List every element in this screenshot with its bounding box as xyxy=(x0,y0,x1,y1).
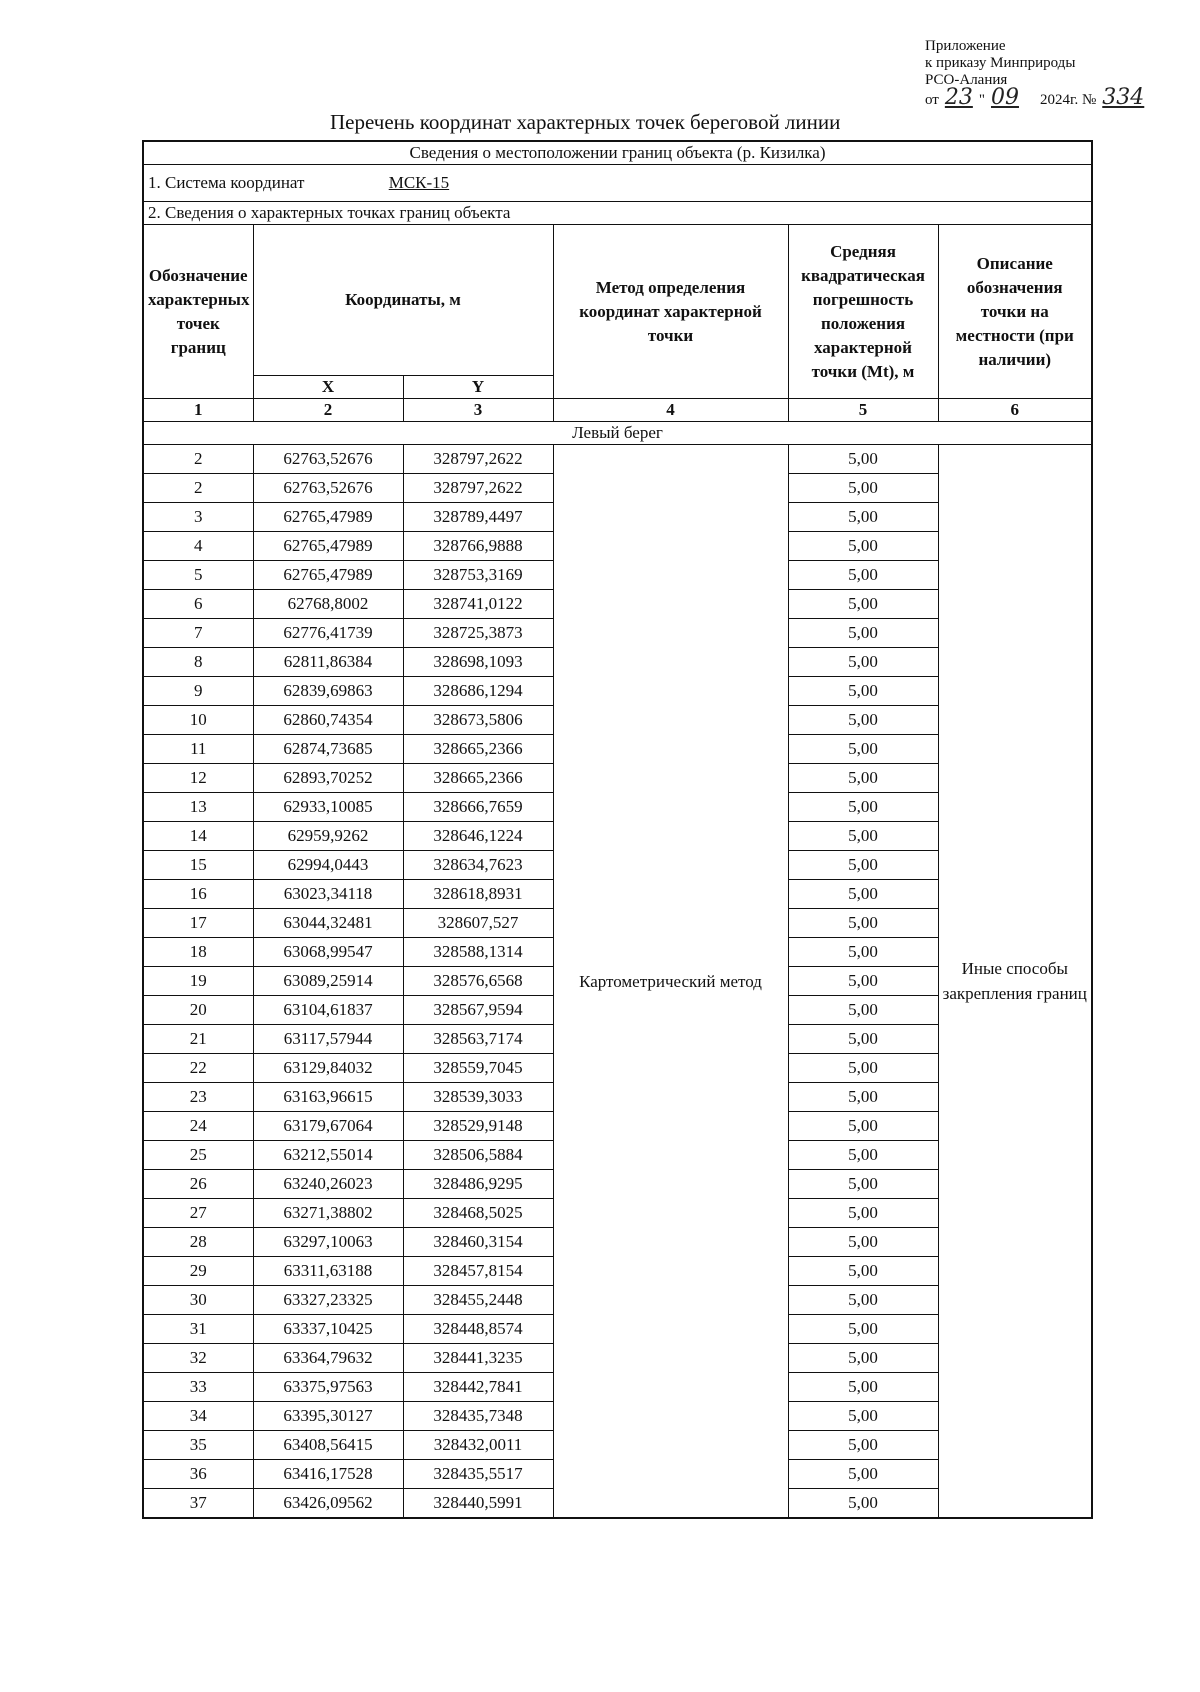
coord-x: 63416,17528 xyxy=(253,1460,403,1489)
coord-y: 328725,3873 xyxy=(403,619,553,648)
error-mt: 5,00 xyxy=(788,1402,938,1431)
point-number: 9 xyxy=(143,677,253,706)
approval-line-1: Приложение xyxy=(925,38,1006,54)
point-number: 2 xyxy=(143,474,253,503)
coord-x: 63311,63188 xyxy=(253,1257,403,1286)
coord-y: 328529,9148 xyxy=(403,1112,553,1141)
document-title: Перечень координат характерных точек береговой линии xyxy=(330,110,841,134)
section2-label: 2. Сведения о характерных точках границ объекта xyxy=(143,202,1092,225)
point-number: 7 xyxy=(143,619,253,648)
coord-x: 63117,57944 xyxy=(253,1025,403,1054)
error-mt: 5,00 xyxy=(788,648,938,677)
error-mt: 5,00 xyxy=(788,445,938,474)
handwritten-month: 09 xyxy=(990,85,1019,110)
coord-y: 328448,8574 xyxy=(403,1315,553,1344)
coord-x: 63297,10063 xyxy=(253,1228,403,1257)
date-prefix: от xyxy=(925,92,939,108)
point-number: 4 xyxy=(143,532,253,561)
object-info: Сведения о местоположении границ объекта (р. Кизилка) xyxy=(143,141,1092,165)
coordinate-system-label: 1. Система координат xyxy=(148,173,305,192)
coord-y: 328435,5517 xyxy=(403,1460,553,1489)
coord-x: 62893,70252 xyxy=(253,764,403,793)
column-number: 2 xyxy=(253,399,403,422)
header-coords: Координаты, м xyxy=(253,225,553,376)
error-mt: 5,00 xyxy=(788,1344,938,1373)
coord-x: 63212,55014 xyxy=(253,1141,403,1170)
coord-y: 328646,1224 xyxy=(403,822,553,851)
error-mt: 5,00 xyxy=(788,1199,938,1228)
table-row xyxy=(143,445,1092,474)
coord-x: 63023,34118 xyxy=(253,880,403,909)
point-number: 11 xyxy=(143,735,253,764)
error-mt: 5,00 xyxy=(788,474,938,503)
method-cell: Картометрический метод xyxy=(553,445,788,1519)
date-quote: " xyxy=(978,92,985,108)
point-number: 30 xyxy=(143,1286,253,1315)
coord-x: 63240,26023 xyxy=(253,1170,403,1199)
point-number: 36 xyxy=(143,1460,253,1489)
coord-y: 328618,8931 xyxy=(403,880,553,909)
error-mt: 5,00 xyxy=(788,619,938,648)
coord-y: 328563,7174 xyxy=(403,1025,553,1054)
approval-date-line xyxy=(925,85,1150,110)
header-method: Метод определения координат характерной точки xyxy=(553,225,788,399)
coord-x: 62763,52676 xyxy=(253,445,403,474)
coord-x: 63104,61837 xyxy=(253,996,403,1025)
coord-y: 328673,5806 xyxy=(403,706,553,735)
point-number: 5 xyxy=(143,561,253,590)
point-number: 37 xyxy=(143,1489,253,1519)
coord-y: 328457,8154 xyxy=(403,1257,553,1286)
coord-x: 62874,73685 xyxy=(253,735,403,764)
approval-line-3: РСО-Алания xyxy=(925,72,1008,88)
coord-y: 328607,527 xyxy=(403,909,553,938)
coord-y: 328506,5884 xyxy=(403,1141,553,1170)
error-mt: 5,00 xyxy=(788,1112,938,1141)
coord-y: 328665,2366 xyxy=(403,764,553,793)
coord-x: 63068,99547 xyxy=(253,938,403,967)
column-number: 6 xyxy=(938,399,1092,422)
point-number: 12 xyxy=(143,764,253,793)
error-mt: 5,00 xyxy=(788,1286,938,1315)
error-mt: 5,00 xyxy=(788,1228,938,1257)
error-mt: 5,00 xyxy=(788,764,938,793)
coord-y: 328797,2622 xyxy=(403,474,553,503)
error-mt: 5,00 xyxy=(788,1315,938,1344)
coord-x: 62768,8002 xyxy=(253,590,403,619)
error-mt: 5,00 xyxy=(788,706,938,735)
coord-y: 328432,0011 xyxy=(403,1431,553,1460)
coord-x: 63163,96615 xyxy=(253,1083,403,1112)
coord-y: 328741,0122 xyxy=(403,590,553,619)
point-number: 17 xyxy=(143,909,253,938)
coord-x: 62763,52676 xyxy=(253,474,403,503)
coord-y: 328468,5025 xyxy=(403,1199,553,1228)
coord-y: 328441,3235 xyxy=(403,1344,553,1373)
coordinate-system-value: МСК-15 xyxy=(388,173,450,192)
error-mt: 5,00 xyxy=(788,1489,938,1519)
coord-x: 62933,10085 xyxy=(253,793,403,822)
coordinates-table xyxy=(142,140,1093,1519)
point-number: 25 xyxy=(143,1141,253,1170)
coord-x: 63179,67064 xyxy=(253,1112,403,1141)
handwritten-number: 334 xyxy=(1102,85,1145,110)
header-y: Y xyxy=(403,376,553,399)
point-number: 24 xyxy=(143,1112,253,1141)
coord-x: 62765,47989 xyxy=(253,532,403,561)
coord-y: 328766,9888 xyxy=(403,532,553,561)
point-number: 27 xyxy=(143,1199,253,1228)
point-number: 13 xyxy=(143,793,253,822)
error-mt: 5,00 xyxy=(788,909,938,938)
error-mt: 5,00 xyxy=(788,1257,938,1286)
point-number: 16 xyxy=(143,880,253,909)
coord-y: 328435,7348 xyxy=(403,1402,553,1431)
point-number: 29 xyxy=(143,1257,253,1286)
error-mt: 5,00 xyxy=(788,880,938,909)
point-number: 32 xyxy=(143,1344,253,1373)
coord-x: 63375,97563 xyxy=(253,1373,403,1402)
error-mt: 5,00 xyxy=(788,735,938,764)
point-number: 35 xyxy=(143,1431,253,1460)
coord-y: 328686,1294 xyxy=(403,677,553,706)
point-number: 34 xyxy=(143,1402,253,1431)
coord-x: 63089,25914 xyxy=(253,967,403,996)
error-mt: 5,00 xyxy=(788,1083,938,1112)
error-mt: 5,00 xyxy=(788,851,938,880)
error-mt: 5,00 xyxy=(788,1141,938,1170)
error-mt: 5,00 xyxy=(788,1373,938,1402)
date-year: 2024г. № xyxy=(1039,92,1097,108)
coord-y: 328666,7659 xyxy=(403,793,553,822)
coord-x: 63426,09562 xyxy=(253,1489,403,1519)
coord-x: 63337,10425 xyxy=(253,1315,403,1344)
error-mt: 5,00 xyxy=(788,503,938,532)
coord-x: 63408,56415 xyxy=(253,1431,403,1460)
point-number: 18 xyxy=(143,938,253,967)
error-mt: 5,00 xyxy=(788,793,938,822)
coord-x: 62776,41739 xyxy=(253,619,403,648)
coord-x: 63129,84032 xyxy=(253,1054,403,1083)
error-mt: 5,00 xyxy=(788,996,938,1025)
handwritten-day: 23 xyxy=(944,85,973,110)
column-number: 3 xyxy=(403,399,553,422)
coord-y: 328442,7841 xyxy=(403,1373,553,1402)
error-mt: 5,00 xyxy=(788,967,938,996)
error-mt: 5,00 xyxy=(788,938,938,967)
column-number: 4 xyxy=(553,399,788,422)
header-x: X xyxy=(253,376,403,399)
point-number: 28 xyxy=(143,1228,253,1257)
coord-x: 62765,47989 xyxy=(253,503,403,532)
coord-y: 328440,5991 xyxy=(403,1489,553,1519)
coord-y: 328753,3169 xyxy=(403,561,553,590)
point-number: 15 xyxy=(143,851,253,880)
coord-x: 63271,38802 xyxy=(253,1199,403,1228)
coord-x: 63327,23325 xyxy=(253,1286,403,1315)
coord-x: 62860,74354 xyxy=(253,706,403,735)
point-number: 3 xyxy=(143,503,253,532)
error-mt: 5,00 xyxy=(788,1431,938,1460)
point-number: 26 xyxy=(143,1170,253,1199)
section-left-bank: Левый берег xyxy=(143,422,1092,445)
point-number: 14 xyxy=(143,822,253,851)
header-description: Описание обозначения точки на местности (при наличии) xyxy=(938,225,1092,399)
error-mt: 5,00 xyxy=(788,1054,938,1083)
coord-x: 62839,69863 xyxy=(253,677,403,706)
header-point: Обозначение характерных точек границ xyxy=(143,225,253,399)
coord-y: 328665,2366 xyxy=(403,735,553,764)
approval-block xyxy=(925,38,1150,109)
error-mt: 5,00 xyxy=(788,677,938,706)
coord-y: 328486,9295 xyxy=(403,1170,553,1199)
error-mt: 5,00 xyxy=(788,561,938,590)
error-mt: 5,00 xyxy=(788,532,938,561)
point-number: 31 xyxy=(143,1315,253,1344)
error-mt: 5,00 xyxy=(788,1170,938,1199)
coord-y: 328576,6568 xyxy=(403,967,553,996)
coordinate-system-row xyxy=(143,165,1092,202)
coord-x: 63395,30127 xyxy=(253,1402,403,1431)
coord-y: 328455,2448 xyxy=(403,1286,553,1315)
coord-y: 328789,4497 xyxy=(403,503,553,532)
coord-x: 63364,79632 xyxy=(253,1344,403,1373)
point-number: 21 xyxy=(143,1025,253,1054)
point-number: 22 xyxy=(143,1054,253,1083)
point-number: 33 xyxy=(143,1373,253,1402)
coord-y: 328634,7623 xyxy=(403,851,553,880)
header-error: Средняя квадратическая погрешность положения характерной точки (Mt), м xyxy=(788,225,938,399)
column-number: 5 xyxy=(788,399,938,422)
coord-y: 328698,1093 xyxy=(403,648,553,677)
point-number: 6 xyxy=(143,590,253,619)
error-mt: 5,00 xyxy=(788,590,938,619)
coord-y: 328539,3033 xyxy=(403,1083,553,1112)
coord-x: 62994,0443 xyxy=(253,851,403,880)
column-number: 1 xyxy=(143,399,253,422)
coord-x: 62765,47989 xyxy=(253,561,403,590)
error-mt: 5,00 xyxy=(788,1460,938,1489)
coord-x: 62959,9262 xyxy=(253,822,403,851)
coord-x: 63044,32481 xyxy=(253,909,403,938)
point-number: 23 xyxy=(143,1083,253,1112)
coord-x: 62811,86384 xyxy=(253,648,403,677)
point-number: 10 xyxy=(143,706,253,735)
point-number: 8 xyxy=(143,648,253,677)
coord-y: 328559,7045 xyxy=(403,1054,553,1083)
coord-y: 328588,1314 xyxy=(403,938,553,967)
point-number: 2 xyxy=(143,445,253,474)
coord-y: 328460,3154 xyxy=(403,1228,553,1257)
point-number: 19 xyxy=(143,967,253,996)
description-cell: Иные способы закрепления границ xyxy=(938,445,1092,1519)
coord-y: 328797,2622 xyxy=(403,445,553,474)
approval-line-2: к приказу Минприроды xyxy=(925,55,1076,71)
point-number: 20 xyxy=(143,996,253,1025)
error-mt: 5,00 xyxy=(788,1025,938,1054)
error-mt: 5,00 xyxy=(788,822,938,851)
coord-y: 328567,9594 xyxy=(403,996,553,1025)
